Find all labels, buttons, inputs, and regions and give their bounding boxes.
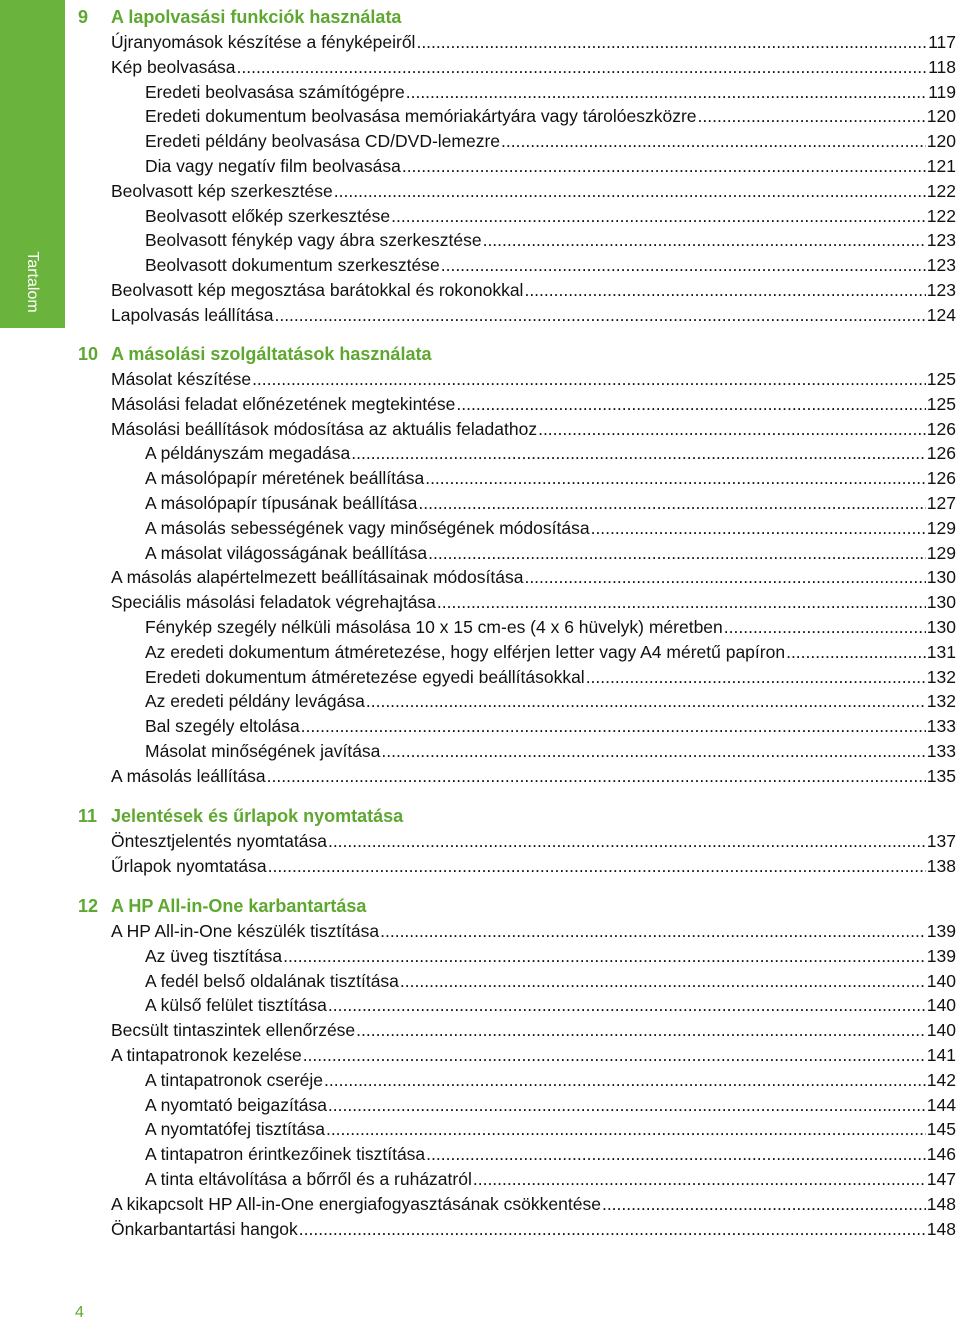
dot-leader	[268, 854, 926, 879]
dot-leader	[351, 441, 926, 466]
toc-entry-title: Az eredeti példány levágása	[145, 691, 365, 712]
dot-leader	[380, 919, 926, 944]
chapter-10	[0, 342, 960, 789]
dot-leader	[586, 665, 926, 690]
toc-entry-title: Eredeti dokumentum átméretezése egyedi beállításokkal	[145, 666, 585, 687]
dot-leader	[299, 1217, 926, 1242]
toc-entry[interactable]	[111, 590, 960, 615]
toc-entry-page: 126	[926, 418, 956, 439]
toc-entry-page: 133	[926, 716, 956, 737]
dot-leader	[698, 104, 926, 129]
toc-entry[interactable]	[145, 640, 960, 665]
chapter-entries	[0, 30, 960, 328]
dot-leader	[473, 1167, 926, 1192]
toc-entry-page: 122	[926, 180, 956, 201]
toc-entry[interactable]	[111, 278, 960, 303]
toc-entry-title: Öntesztjelentés nyomtatása	[111, 831, 327, 851]
toc-entry-title: Újranyomások készítése a fényképeiről	[111, 32, 416, 52]
toc-entry-title: Beolvasott dokumentum szerkesztése	[145, 255, 440, 276]
dot-leader	[328, 993, 926, 1018]
toc-entry-page: 130	[926, 567, 956, 588]
toc-entry[interactable]	[145, 739, 960, 764]
chapter-entries	[0, 919, 960, 1241]
toc-entry-page: 117	[928, 32, 956, 52]
chapter-number: 11	[78, 806, 98, 826]
toc-entry-page: 141	[926, 1044, 956, 1065]
toc-entry-title: Kép beolvasása	[111, 56, 236, 77]
toc-entry-page: 129	[926, 517, 956, 538]
toc-entry-page: 125	[926, 369, 956, 389]
dot-leader	[334, 179, 926, 204]
toc-entry-page: 140	[926, 1020, 956, 1041]
dot-leader	[237, 55, 928, 80]
dot-leader	[602, 1192, 926, 1217]
toc-entry-page: 132	[926, 666, 956, 687]
toc-entry-title: A másolat világosságának beállítása	[145, 542, 428, 563]
chapter-12	[0, 894, 960, 1241]
toc-entry-page: 130	[926, 616, 956, 637]
chapter-entries	[0, 367, 960, 789]
side-tab-label: Tartalom	[24, 251, 41, 313]
chapter-11	[0, 804, 960, 879]
chapter-title[interactable]: Jelentések és űrlapok nyomtatása	[111, 806, 404, 826]
dot-leader	[303, 1043, 926, 1068]
toc-entry[interactable]	[145, 944, 960, 969]
chapter-number: 12	[78, 896, 99, 916]
chapter-title[interactable]: A lapolvasási funkciók használata	[111, 7, 402, 27]
toc-entry-title: Beolvasott előkép szerkesztése	[145, 205, 391, 226]
toc-entry[interactable]	[145, 104, 960, 129]
toc-entry-page: 131	[926, 641, 956, 662]
dot-leader	[426, 1142, 926, 1167]
dot-leader	[418, 491, 925, 516]
dot-leader	[591, 516, 926, 541]
toc-entry[interactable]	[145, 714, 960, 739]
chapter-number: 10	[78, 344, 99, 364]
toc-entry-title: Másolat minőségének javítása	[145, 740, 381, 761]
dot-leader	[324, 1068, 926, 1093]
dot-leader	[328, 1093, 926, 1118]
toc-entry[interactable]	[111, 829, 960, 854]
toc-entry-page: 145	[926, 1119, 956, 1140]
toc-entry-page: 120	[926, 106, 956, 127]
dot-leader	[416, 30, 927, 55]
toc-entry-title: Lapolvasás leállítása	[111, 304, 274, 325]
toc-entry-page: 135	[926, 765, 956, 786]
toc-entry[interactable]	[111, 1192, 960, 1217]
toc-entry-page: 123	[926, 255, 956, 276]
toc-entry-title: Eredeti dokumentum beolvasása memóriakártyára vagy tárolóeszközre	[145, 106, 697, 127]
toc-entry-title: Beolvasott kép megosztása barátokkal és rokonokkal	[111, 279, 524, 300]
toc-entry-page: 140	[926, 970, 956, 991]
toc-entry-page: 130	[926, 592, 956, 613]
dot-leader	[400, 969, 926, 994]
toc-entry[interactable]	[145, 80, 960, 105]
toc-entry-page: 124	[926, 304, 956, 325]
dot-leader	[786, 640, 926, 665]
toc-entry[interactable]	[145, 491, 960, 516]
toc-entry-title: Fénykép szegély nélküli másolása 10 x 15 cm-es (4 x 6 hüvelyk) méretben	[145, 616, 723, 637]
toc-entry-title: Beolvasott kép szerkesztése	[111, 180, 333, 201]
toc-entry-page: 129	[926, 542, 956, 563]
toc-entry-title: A HP All-in-One készülék tisztítása	[111, 921, 380, 941]
toc-entry-page: 139	[926, 921, 956, 941]
toc-entry-title: A tinta eltávolítása a bőrről és a ruházatról	[145, 1168, 472, 1189]
toc-entry[interactable]	[111, 1217, 960, 1242]
toc-entry-title: A tintapatronok kezelése	[111, 1044, 302, 1065]
dot-leader	[524, 278, 925, 303]
toc-entry-page: 126	[926, 468, 956, 489]
toc-entry-title: Önkarbantartási hangok	[111, 1218, 298, 1239]
toc-entry[interactable]	[145, 1142, 960, 1167]
toc-entry[interactable]	[111, 303, 960, 328]
toc-entry[interactable]	[145, 154, 960, 179]
toc-entry-page: 118	[928, 56, 956, 77]
dot-leader	[425, 466, 926, 491]
toc-entry[interactable]	[145, 253, 960, 278]
dot-leader	[501, 129, 926, 154]
toc-entry-title: Másolási beállítások módosítása az aktuális feladathoz	[111, 418, 538, 439]
dot-leader	[326, 1117, 926, 1142]
toc-entry[interactable]	[111, 367, 960, 392]
toc-entry-page: 119	[928, 81, 956, 102]
toc-entry[interactable]	[145, 993, 960, 1018]
toc-entry-page: 142	[926, 1069, 956, 1090]
dot-leader	[538, 417, 926, 442]
chapter-entries	[0, 829, 960, 879]
toc-entry[interactable]	[145, 466, 960, 491]
dot-leader	[724, 615, 926, 640]
toc-entry-title: Űrlapok nyomtatása	[111, 855, 267, 876]
dot-leader	[428, 541, 926, 566]
toc-entry-title: Az üveg tisztítása	[145, 945, 283, 966]
dot-leader	[274, 303, 925, 328]
toc-entry-page: 123	[926, 230, 956, 251]
toc-entry[interactable]	[111, 417, 960, 442]
toc-entry-page: 146	[926, 1144, 956, 1165]
toc-entry-title: A nyomtató beigazítása	[145, 1094, 327, 1115]
toc-entry[interactable]	[145, 969, 960, 994]
toc-entry-page: 138	[926, 855, 956, 876]
toc-entry[interactable]	[111, 55, 960, 80]
toc-entry[interactable]	[111, 764, 960, 789]
toc-entry-title: Eredeti példány beolvasása CD/DVD-lemezre	[145, 131, 501, 152]
toc-entry-title: A másolás alapértelmezett beállításainak módosítása	[111, 567, 524, 588]
toc-entry-page: 120	[926, 131, 956, 152]
toc-entry[interactable]	[111, 919, 960, 944]
dot-leader	[402, 154, 926, 179]
toc-entry[interactable]	[111, 1018, 960, 1043]
toc-entry-page: 139	[926, 945, 956, 966]
dot-leader	[437, 590, 926, 615]
toc-entry-page: 148	[926, 1218, 956, 1239]
chapter-title[interactable]: A másolási szolgáltatások használata	[111, 344, 432, 364]
toc-entry-page: 144	[926, 1094, 956, 1115]
toc-entry[interactable]	[145, 228, 960, 253]
dot-leader	[524, 565, 925, 590]
chapter-heading	[0, 5, 960, 30]
toc-entry-title: A példányszám megadása	[145, 443, 351, 464]
toc-entry-title: Eredeti beolvasása számítógépre	[145, 81, 405, 102]
toc-entry-page: 122	[926, 205, 956, 226]
toc-entry[interactable]	[145, 204, 960, 229]
toc-entry[interactable]	[111, 565, 960, 590]
toc-entry-title: A nyomtatófej tisztítása	[145, 1119, 325, 1140]
toc-entry-page: 147	[926, 1168, 956, 1189]
dot-leader	[356, 1018, 926, 1043]
chapter-heading	[0, 894, 960, 919]
toc-entry-title: A fedél belső oldalának tisztítása	[145, 970, 399, 991]
toc-entry-title: A tintapatronok cseréje	[145, 1069, 324, 1090]
toc-entry[interactable]	[111, 1043, 960, 1068]
toc-entry-page: 126	[926, 443, 956, 464]
toc-entry-title: A tintapatron érintkezőinek tisztítása	[145, 1144, 426, 1165]
chapter-heading	[0, 342, 960, 367]
toc-entry-page: 121	[926, 155, 956, 176]
dot-leader	[483, 228, 926, 253]
dot-leader	[301, 714, 926, 739]
toc-entry-title: A másolás sebességének vagy minőségének módosítása	[145, 517, 590, 538]
toc-entry-title: Másolat készítése	[111, 369, 252, 389]
toc-entry-title: A kikapcsolt HP All-in-One energiafogyasztásának csökkentése	[111, 1193, 601, 1214]
toc-entry-page: 125	[926, 393, 956, 414]
toc-entry[interactable]	[145, 541, 960, 566]
toc-entry-title: Dia vagy negatív film beolvasása	[145, 155, 401, 176]
toc-entry-title: Másolási feladat előnézetének megtekintése	[111, 393, 456, 414]
toc-entry[interactable]	[145, 1068, 960, 1093]
toc-entry[interactable]	[145, 441, 960, 466]
toc-entry-title: A másolópapír típusának beállítása	[145, 492, 418, 513]
dot-leader	[441, 253, 926, 278]
toc-entry-title: Speciális másolási feladatok végrehajtása	[111, 592, 436, 613]
dot-leader	[456, 392, 925, 417]
toc-entry-page: 132	[926, 691, 956, 712]
chapter-title[interactable]: A HP All-in-One karbantartása	[111, 896, 367, 916]
toc-entry-title: Az eredeti dokumentum átméretezése, hogy elférjen letter vagy A4 méretű papíron	[145, 641, 786, 662]
chapter-number: 9	[78, 7, 89, 27]
chapter-heading	[0, 804, 960, 829]
toc-entry-page: 148	[926, 1193, 956, 1214]
toc-entry-page: 140	[926, 995, 956, 1016]
page-number: 4	[75, 1304, 84, 1321]
toc-entry-page: 123	[926, 279, 956, 300]
dot-leader	[328, 829, 926, 854]
toc-entry-title: Bal szegély eltolása	[145, 716, 300, 737]
toc-entry-title: A másolás leállítása	[111, 765, 266, 786]
toc-entry[interactable]	[145, 1167, 960, 1192]
toc-entry-title: Beolvasott fénykép vagy ábra szerkesztése	[145, 230, 482, 251]
toc-entry[interactable]	[145, 689, 960, 714]
dot-leader	[381, 739, 925, 764]
toc-entry-page: 133	[926, 740, 956, 761]
toc-entry-title: A másolópapír méretének beállítása	[145, 468, 425, 489]
toc-entry-page: 137	[926, 831, 956, 851]
toc-entry[interactable]	[145, 129, 960, 154]
toc-entry-title: A külső felület tisztítása	[145, 995, 327, 1016]
toc-entry[interactable]	[145, 1117, 960, 1142]
dot-leader	[283, 944, 926, 969]
dot-leader	[267, 764, 926, 789]
dot-leader	[406, 80, 927, 105]
toc-entry-page: 127	[926, 492, 956, 513]
chapter-9	[0, 5, 960, 328]
toc-entry[interactable]	[111, 854, 960, 879]
toc-entry[interactable]	[145, 615, 960, 640]
toc-entry[interactable]	[145, 665, 960, 690]
dot-leader	[252, 367, 926, 392]
dot-leader	[391, 204, 926, 229]
toc-entry[interactable]	[145, 1093, 960, 1118]
toc-entry[interactable]	[111, 179, 960, 204]
toc-entry-title: Becsült tintaszintek ellenőrzése	[111, 1020, 356, 1041]
toc-entry[interactable]	[111, 30, 960, 55]
toc-entry[interactable]	[111, 392, 960, 417]
toc-entry[interactable]	[145, 516, 960, 541]
dot-leader	[366, 689, 926, 714]
